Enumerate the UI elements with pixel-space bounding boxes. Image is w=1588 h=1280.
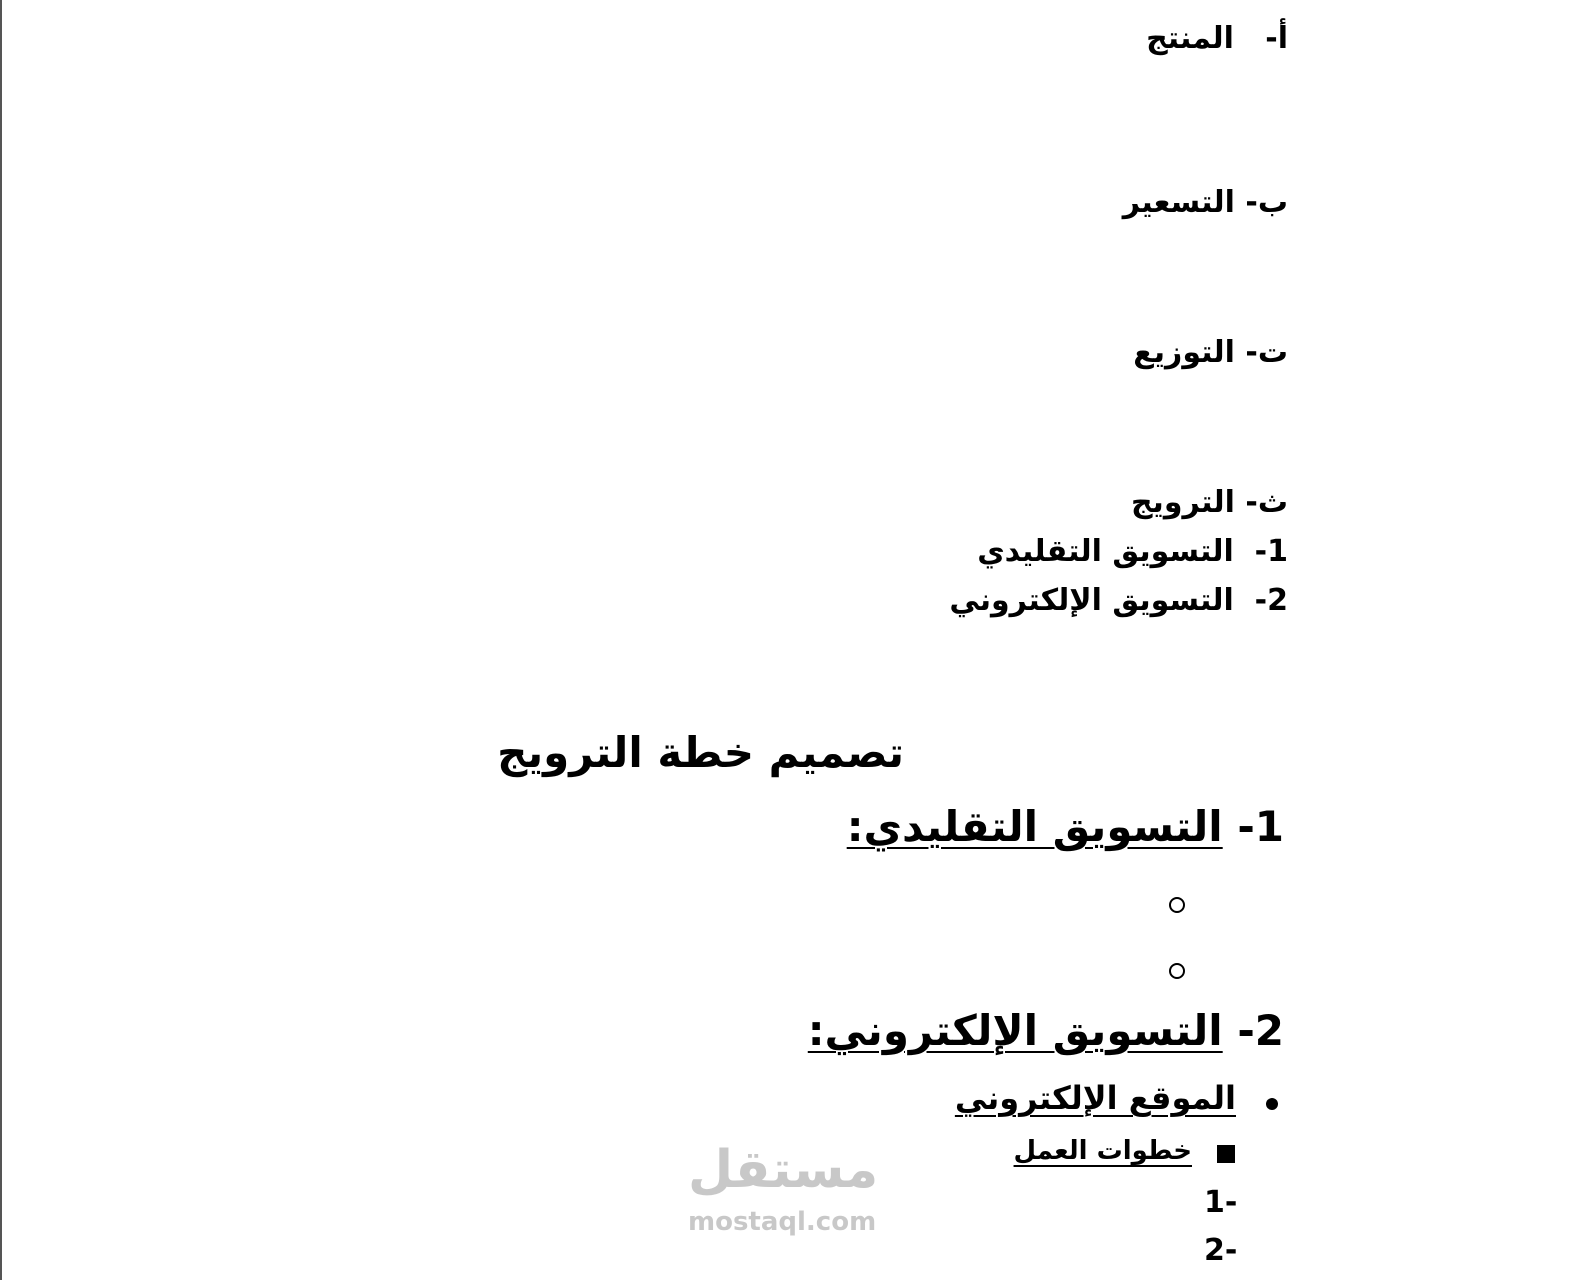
promo-item-electronic	[949, 583, 1288, 618]
mix-item-pricing	[1122, 185, 1288, 220]
promo-item-traditional	[977, 534, 1288, 569]
mix-item-distribution	[1133, 335, 1288, 370]
steps-item: خطوات العمل	[1013, 1136, 1192, 1166]
hollow-bullet-icon	[1169, 963, 1185, 979]
step-number: 1-	[1204, 1185, 1238, 1220]
traditional-heading	[846, 802, 1284, 851]
mix-item-label: التسعير	[1122, 185, 1235, 220]
promo-item-marker: 1-	[1254, 534, 1288, 569]
mix-item-label: الترويج	[1130, 485, 1235, 520]
filled-bullet-icon	[1266, 1098, 1278, 1110]
watermark-url: mostaql.com	[688, 1207, 877, 1237]
electronic-heading-label: التسويق الإلكتروني:	[807, 1006, 1223, 1055]
mix-item-product	[1146, 21, 1288, 56]
promo-item-marker: 2-	[1254, 583, 1288, 618]
electronic-heading	[807, 1006, 1284, 1055]
website-item: الموقع الإلكتروني	[954, 1079, 1236, 1117]
hollow-bullet-icon	[1169, 897, 1185, 913]
watermark-logo: مستقل	[688, 1140, 879, 1200]
traditional-heading-marker: 1-	[1237, 802, 1284, 851]
mix-item-promotion	[1130, 485, 1288, 520]
promo-item-label: التسويق التقليدي	[977, 534, 1234, 569]
mix-item-marker: أ-	[1265, 21, 1288, 56]
electronic-heading-marker: 2-	[1237, 1006, 1284, 1055]
plan-title: تصميم خطة الترويج	[497, 728, 904, 777]
step-number: 2-	[1204, 1233, 1238, 1268]
page-left-border	[0, 0, 2, 1280]
mix-item-label: المنتج	[1146, 21, 1234, 56]
mix-item-marker: ت-	[1245, 335, 1288, 370]
promo-item-label: التسويق الإلكتروني	[949, 583, 1234, 618]
mix-item-label: التوزيع	[1133, 335, 1235, 370]
mix-item-marker: ب-	[1245, 185, 1288, 220]
traditional-heading-label: التسويق التقليدي:	[846, 802, 1223, 851]
square-bullet-icon	[1217, 1145, 1235, 1163]
mix-item-marker: ث-	[1245, 485, 1288, 520]
